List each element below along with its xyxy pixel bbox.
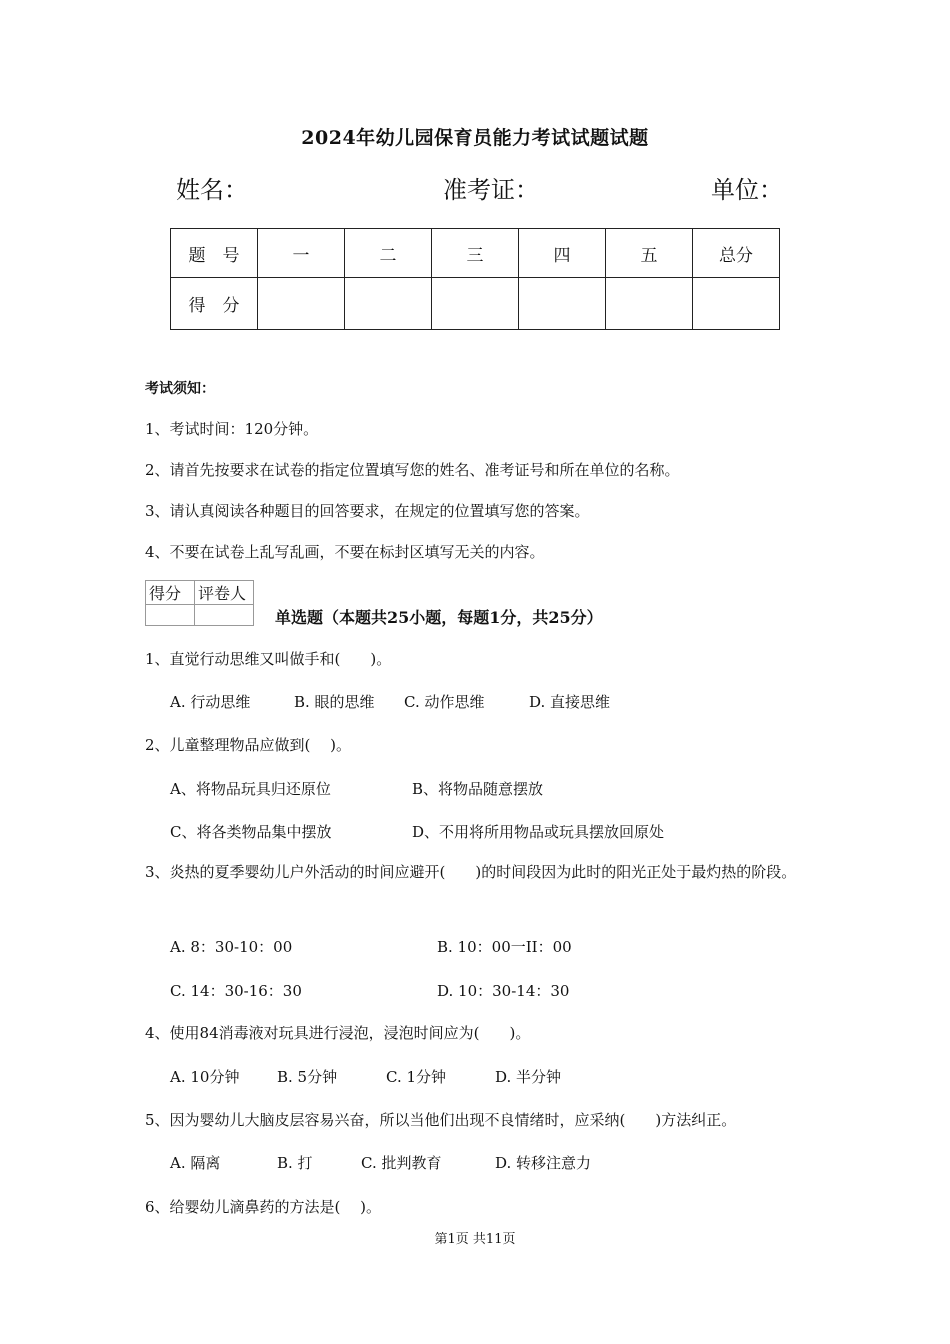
unit-label: 单位： <box>711 176 783 204</box>
question-stem: 1、直觉行动思维又叫做手和( )。 <box>145 650 392 668</box>
score-entry-cell[interactable] <box>345 278 432 330</box>
question-option: C、将各类物品集中摆放 <box>170 823 332 841</box>
question-stem: 3、炎热的夏季婴幼儿户外活动的时间应避开( )的时间段因为此时的阳光正处于最灼热的阶段。 <box>145 863 797 881</box>
ticket-label: 准考证： <box>443 176 539 204</box>
question-option: B. 打 <box>277 1154 313 1172</box>
question-stem: 2、儿童整理物品应做到( )。 <box>145 736 352 754</box>
score-table <box>170 228 780 330</box>
question-stem: 5、因为婴幼儿大脑皮层容易兴奋，所以当他们出现不良情绪时，应采纳( )方法纠正。 <box>145 1111 737 1129</box>
score-entry-cell[interactable] <box>432 278 519 330</box>
question-option: A. 行动思维 <box>170 693 251 711</box>
score-header-cell: 四 <box>519 229 606 278</box>
grader-reviewer-cell[interactable] <box>195 605 254 626</box>
score-table-score-row <box>171 278 780 330</box>
page-title: 2024年幼儿园保育员能力考试试题试题 <box>301 127 649 149</box>
notice-item: 3、请认真阅读各种题目的回答要求，在规定的位置填写您的答案。 <box>145 502 590 520</box>
question-option: B. 5分钟 <box>277 1068 338 1086</box>
question-option: D、不用将所用物品或玩具摆放回原处 <box>412 823 665 841</box>
question-option: B、将物品随意摆放 <box>412 780 544 798</box>
notice-item: 1、考试时间：120分钟。 <box>145 420 319 438</box>
notice-item: 4、不要在试卷上乱写乱画，不要在标封区填写无关的内容。 <box>145 543 545 561</box>
score-entry-cell[interactable] <box>693 278 780 330</box>
score-entry-cell[interactable] <box>258 278 345 330</box>
name-label: 姓名： <box>176 176 248 204</box>
score-header-cell: 总分 <box>693 229 780 278</box>
page-footer: 第1页 共11页 <box>434 1232 516 1247</box>
question-option: A. 隔离 <box>170 1154 221 1172</box>
score-header-cell: 五 <box>606 229 693 278</box>
score-header-cell: 一 <box>258 229 345 278</box>
score-header-cell: 二 <box>345 229 432 278</box>
score-entry-cell[interactable] <box>606 278 693 330</box>
score-row-label: 得 分 <box>171 278 258 330</box>
grader-score-cell[interactable] <box>146 605 195 626</box>
question-option: D. 转移注意力 <box>495 1154 592 1172</box>
score-entry-cell[interactable] <box>519 278 606 330</box>
notice-item: 2、请首先按要求在试卷的指定位置填写您的姓名、准考证号和所在单位的名称。 <box>145 461 680 479</box>
grader-reviewer-label: 评卷人 <box>195 581 254 605</box>
score-header-cell: 题 号 <box>171 229 258 278</box>
question-option: B. 眼的思维 <box>294 693 375 711</box>
question-option: D. 10：30-14：30 <box>437 982 570 1000</box>
question-option: D. 半分钟 <box>495 1068 562 1086</box>
question-option: C. 14：30-16：30 <box>170 982 302 1000</box>
grader-box <box>145 580 254 626</box>
question-option: C. 批判教育 <box>361 1154 442 1172</box>
score-table-header-row <box>171 229 780 278</box>
question-stem: 4、使用84消毒液对玩具进行浸泡，浸泡时间应为( )。 <box>145 1024 531 1042</box>
grader-score-label: 得分 <box>146 581 195 605</box>
question-stem: 6、给婴幼儿滴鼻药的方法是( )。 <box>145 1198 382 1216</box>
question-option: D. 直接思维 <box>529 693 611 711</box>
section-title: 单选题（本题共25小题，每题1分，共25分） <box>275 608 603 627</box>
question-option: A. 10分钟 <box>170 1068 240 1086</box>
question-option: C. 1分钟 <box>386 1068 447 1086</box>
notice-heading: 考试须知： <box>145 381 215 397</box>
score-header-cell: 三 <box>432 229 519 278</box>
question-option: C. 动作思维 <box>404 693 485 711</box>
question-option: B. 10：00一II：00 <box>437 938 572 956</box>
question-option: A. 8：30-10：00 <box>170 938 293 956</box>
question-option: A、将物品玩具归还原位 <box>170 780 331 798</box>
